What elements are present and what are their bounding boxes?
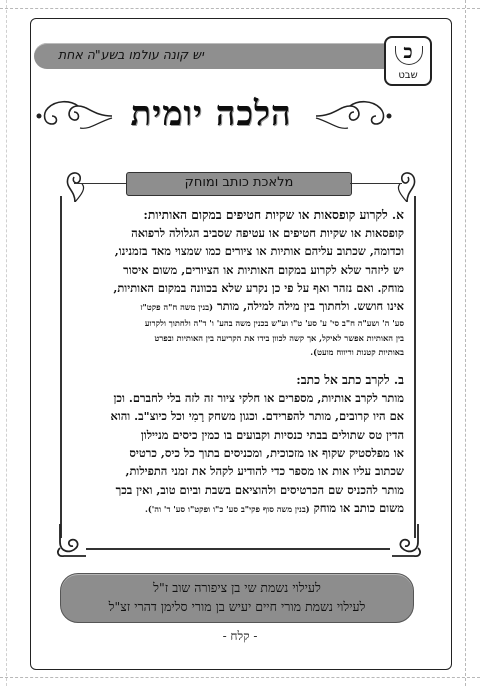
section-a-source: בין האותיות אפשר לאיקל, אך קשה לכוון בידו את הקריעה בין האותיות ובפרט bbox=[154, 332, 404, 343]
section-a-line: אינו חושש. ולחתוך בין מילה למילה, מותר bbox=[216, 299, 404, 314]
section-b-line: משום כותב או מוחק bbox=[313, 500, 404, 515]
section-b-source-inline: (בנין משה סוף פקי"ב סע' כ"ו ופקט"ו סע' ד' וה'). bbox=[145, 503, 310, 514]
section-a-source: סע' ה' ושע"ה ח"ב סי' ע' סע' ט"ו וע"ש בכנין משה בהע' ו' ד"ה ולחתוך ולקרוע bbox=[144, 318, 404, 329]
top-banner bbox=[34, 43, 386, 69]
right-flourish-icon bbox=[314, 96, 394, 136]
section-a-heading: א. לקרוע קופסאות או שקיות חטיפים במקום האותיות: bbox=[143, 208, 404, 222]
dedication-box bbox=[60, 573, 414, 623]
section-a-line: וכדומה, שכתוב עליהם אותיות או ציורים כמו שמצוי מאד בזמנינו, bbox=[114, 244, 404, 259]
subject-header bbox=[126, 172, 352, 196]
date-month: שבט bbox=[398, 70, 418, 81]
frame-bottom-rule bbox=[86, 548, 390, 550]
section-b-heading: ב. לקרב כתב אל כתב: bbox=[296, 373, 404, 388]
date-badge bbox=[384, 36, 432, 86]
bottom-right-corner-ornament-icon bbox=[392, 524, 426, 558]
left-flourish-icon bbox=[34, 96, 114, 136]
banner-quote: יש קונה עולמו בשע"ה אחת bbox=[58, 47, 204, 62]
title-row bbox=[36, 90, 386, 148]
section-b-line: מותר לקרב אותיות, מספרים או חלקי ציור זה לזה בלי לחברם. וכן bbox=[113, 391, 404, 406]
dedication-line-1: לעילוי נשמת שי בן ציפורה שוב ז"ל bbox=[153, 580, 321, 595]
section-a-line: יש ליזהר שלא לקרוע במקום האותיות או הציורים, משום איסור bbox=[123, 262, 404, 277]
dedication-line-2: לעילוי נשמת מורי חיים יעיש בן מורי סלימן דהרי זצ"ל bbox=[108, 599, 366, 614]
section-a-line-final bbox=[74, 297, 404, 316]
section-b-line-final bbox=[74, 499, 404, 518]
page-title: הלכה יומית bbox=[130, 94, 292, 134]
date-day-letter: כ bbox=[403, 41, 413, 63]
cut-line-right bbox=[465, 0, 466, 686]
section-a-line: קופסאות או שקיות חטיפים או עטיפה שסביב הגלולה לרפואה bbox=[131, 226, 404, 240]
section-b-line: שכתוב עליו אות או מספר כדי להודיע לקהל את זמני התפילות, bbox=[125, 464, 404, 479]
section-a-source-inline: (בנין משה ח"ה פקט"ז bbox=[140, 302, 213, 313]
cut-line-top bbox=[0, 8, 480, 9]
page-number: - קלח - bbox=[222, 629, 258, 643]
bottom-left-corner-ornament-icon bbox=[52, 524, 86, 558]
halacha-text bbox=[74, 206, 404, 518]
section-b-line: אם היו קרובים, מותר להפרידם. וכגון משחק רָמִי וכל כיוצ"ב. והוא bbox=[110, 409, 404, 424]
subject-title: מלאכת כותב ומוחק bbox=[184, 175, 294, 190]
section-b-line: מותר להכניס שם הכרטיסים ולהוציאם בשבת וביום טוב, ואין בכך bbox=[115, 482, 404, 497]
section-a-source: באותיות קטנות וריווח מועט). bbox=[310, 346, 404, 357]
cut-line-left bbox=[6, 0, 7, 686]
cut-line-bottom bbox=[0, 677, 480, 678]
section-a-line: מוחק. ואם נזהר ואף על פי כן נקרע שלא בכוונה במקום האותיות, bbox=[113, 280, 404, 295]
section-b-line: או מפלסטיק שקוף או מזכוכית, ומכניסים בתוך כל כיס, כרטיס bbox=[129, 445, 404, 460]
section-b-line: הדין טס שתולים בבתי כנסיות וקבועים בו כמין כיסים מניילון bbox=[140, 427, 404, 442]
subject-rule-left bbox=[74, 183, 126, 184]
